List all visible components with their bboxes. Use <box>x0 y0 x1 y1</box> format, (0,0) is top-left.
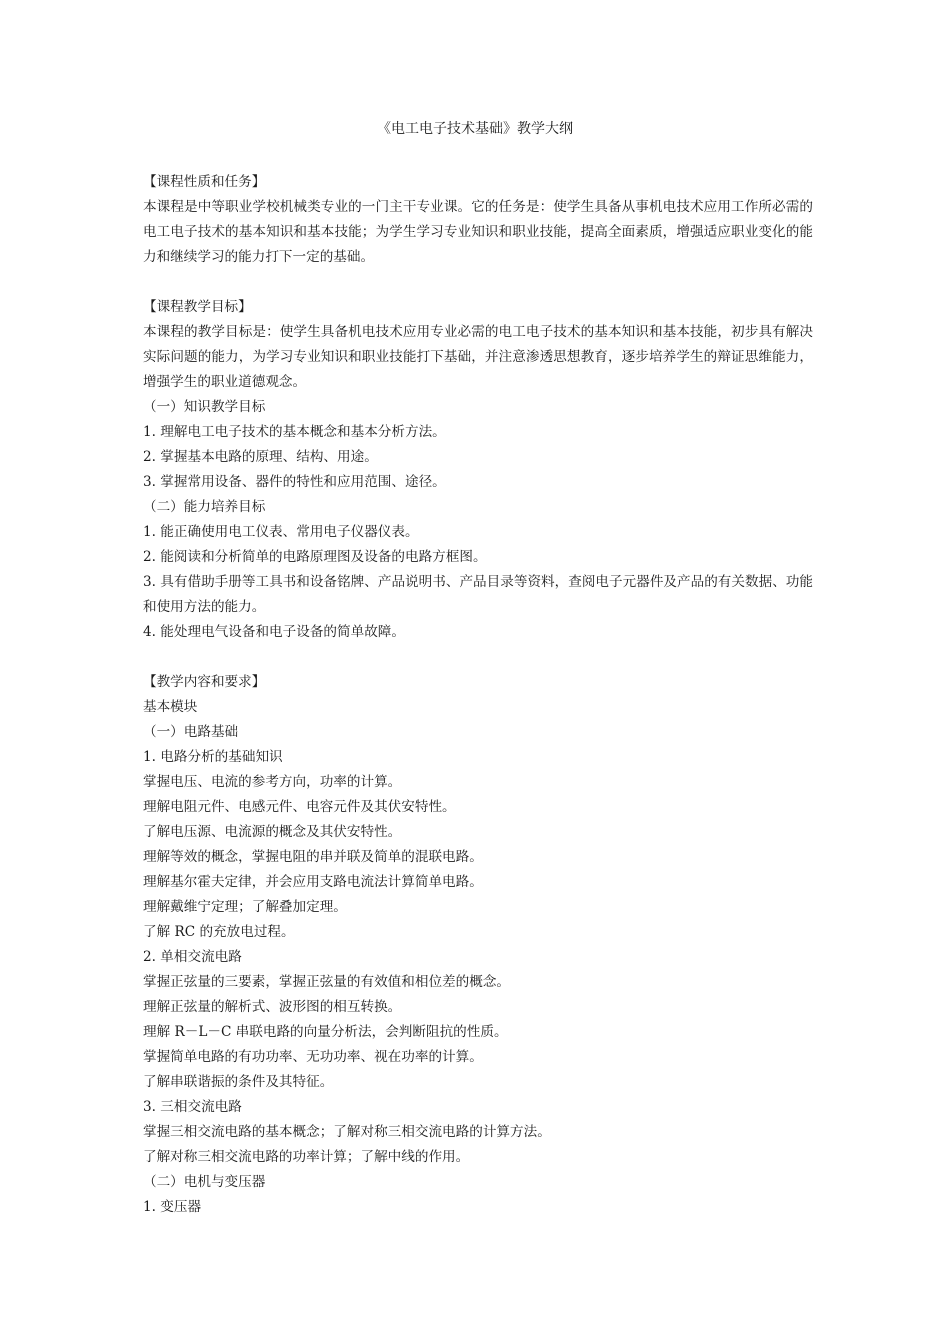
list-item: 了解电压源、电流源的概念及其伏安特性。 <box>143 824 402 840</box>
circuit-basics-heading: （一）电路基础 <box>143 724 239 740</box>
list-item: 了解 RC 的充放电过程。 <box>143 924 295 940</box>
subsection-heading: 1. 电路分析的基础知识 <box>143 749 283 765</box>
list-item: 理解戴维宁定理；了解叠加定理。 <box>143 899 347 915</box>
list-item: 1. 能正确使用电工仪表、常用电子仪器仪表。 <box>143 524 419 540</box>
list-item: 掌握简单电路的有功功率、无功功率、视在功率的计算。 <box>143 1049 483 1065</box>
section-heading-goals: 【课程教学目标】 <box>143 299 252 315</box>
document-title: 《电工电子技术基础》教学大纲 <box>377 121 573 137</box>
section-heading-nature: 【课程性质和任务】 <box>143 174 266 190</box>
list-item: 了解串联谐振的条件及其特征。 <box>143 1074 334 1090</box>
list-item: 掌握三相交流电路的基本概念；了解对称三相交流电路的计算方法。 <box>143 1124 551 1140</box>
blank-line <box>143 645 813 670</box>
subsection-heading: 3. 三相交流电路 <box>143 1099 242 1115</box>
list-item: 3. 具有借助手册等工具书和设备铭牌、产品说明书、产品目录等资料，查阅电子元器件及产品的有关数据、功能和使用方法的能力。 <box>143 574 813 615</box>
list-item: 掌握电压、电流的参考方向，功率的计算。 <box>143 774 402 790</box>
nature-paragraph: 本课程是中等职业学校机械类专业的一门主干专业课。它的任务是：使学生具备从事机电技术应用工作所必需的电工电子技术的基本知识和基本技能；为学生学习专业知识和职业技能，提高全面素质，增强适应职业变化的能力和继续学习的能力打下一定的基础。 <box>143 199 813 265</box>
goals-paragraph: 本课程的教学目标是：使学生具备机电技术应用专业必需的电工电子技术的基本知识和基本技能，初步具有解决实际问题的能力，为学习专业知识和职业技能打下基础，并注意渗透思想教育，逐步培养学生的辩证思维能力，增强学生的职业道德观念。 <box>143 324 813 390</box>
motor-transformer-heading: （二）电机与变压器 <box>143 1174 266 1190</box>
document-body <box>143 170 813 1220</box>
list-item: 理解电阻元件、电感元件、电容元件及其伏安特性。 <box>143 799 456 815</box>
section-heading-content: 【教学内容和要求】 <box>143 674 266 690</box>
list-item: 理解 R－L－C 串联电路的向量分析法，会判断阻抗的性质。 <box>143 1024 508 1040</box>
knowledge-goals-heading: （一）知识教学目标 <box>143 399 266 415</box>
list-item: 理解基尔霍夫定律，并会应用支路电流法计算简单电路。 <box>143 874 483 890</box>
list-item: 2. 能阅读和分析简单的电路原理图及设备的电路方框图。 <box>143 549 487 565</box>
list-item: 2. 掌握基本电路的原理、结构、用途。 <box>143 449 378 465</box>
module-label: 基本模块 <box>143 699 198 715</box>
list-item: 1. 理解电工电子技术的基本概念和基本分析方法。 <box>143 424 446 440</box>
list-item: 3. 掌握常用设备、器件的特性和应用范围、途径。 <box>143 474 446 490</box>
subsection-heading: 2. 单相交流电路 <box>143 949 242 965</box>
subsection-heading: 1. 变压器 <box>143 1199 202 1215</box>
list-item: 了解对称三相交流电路的功率计算；了解中线的作用。 <box>143 1149 470 1165</box>
list-item: 理解等效的概念，掌握电阻的串并联及简单的混联电路。 <box>143 849 483 865</box>
list-item: 掌握正弦量的三要素，掌握正弦量的有效值和相位差的概念。 <box>143 974 511 990</box>
blank-line <box>143 270 813 295</box>
list-item: 4. 能处理电气设备和电子设备的简单故障。 <box>143 624 405 640</box>
list-item: 理解正弦量的解析式、波形图的相互转换。 <box>143 999 402 1015</box>
ability-goals-heading: （二）能力培养目标 <box>143 499 266 515</box>
